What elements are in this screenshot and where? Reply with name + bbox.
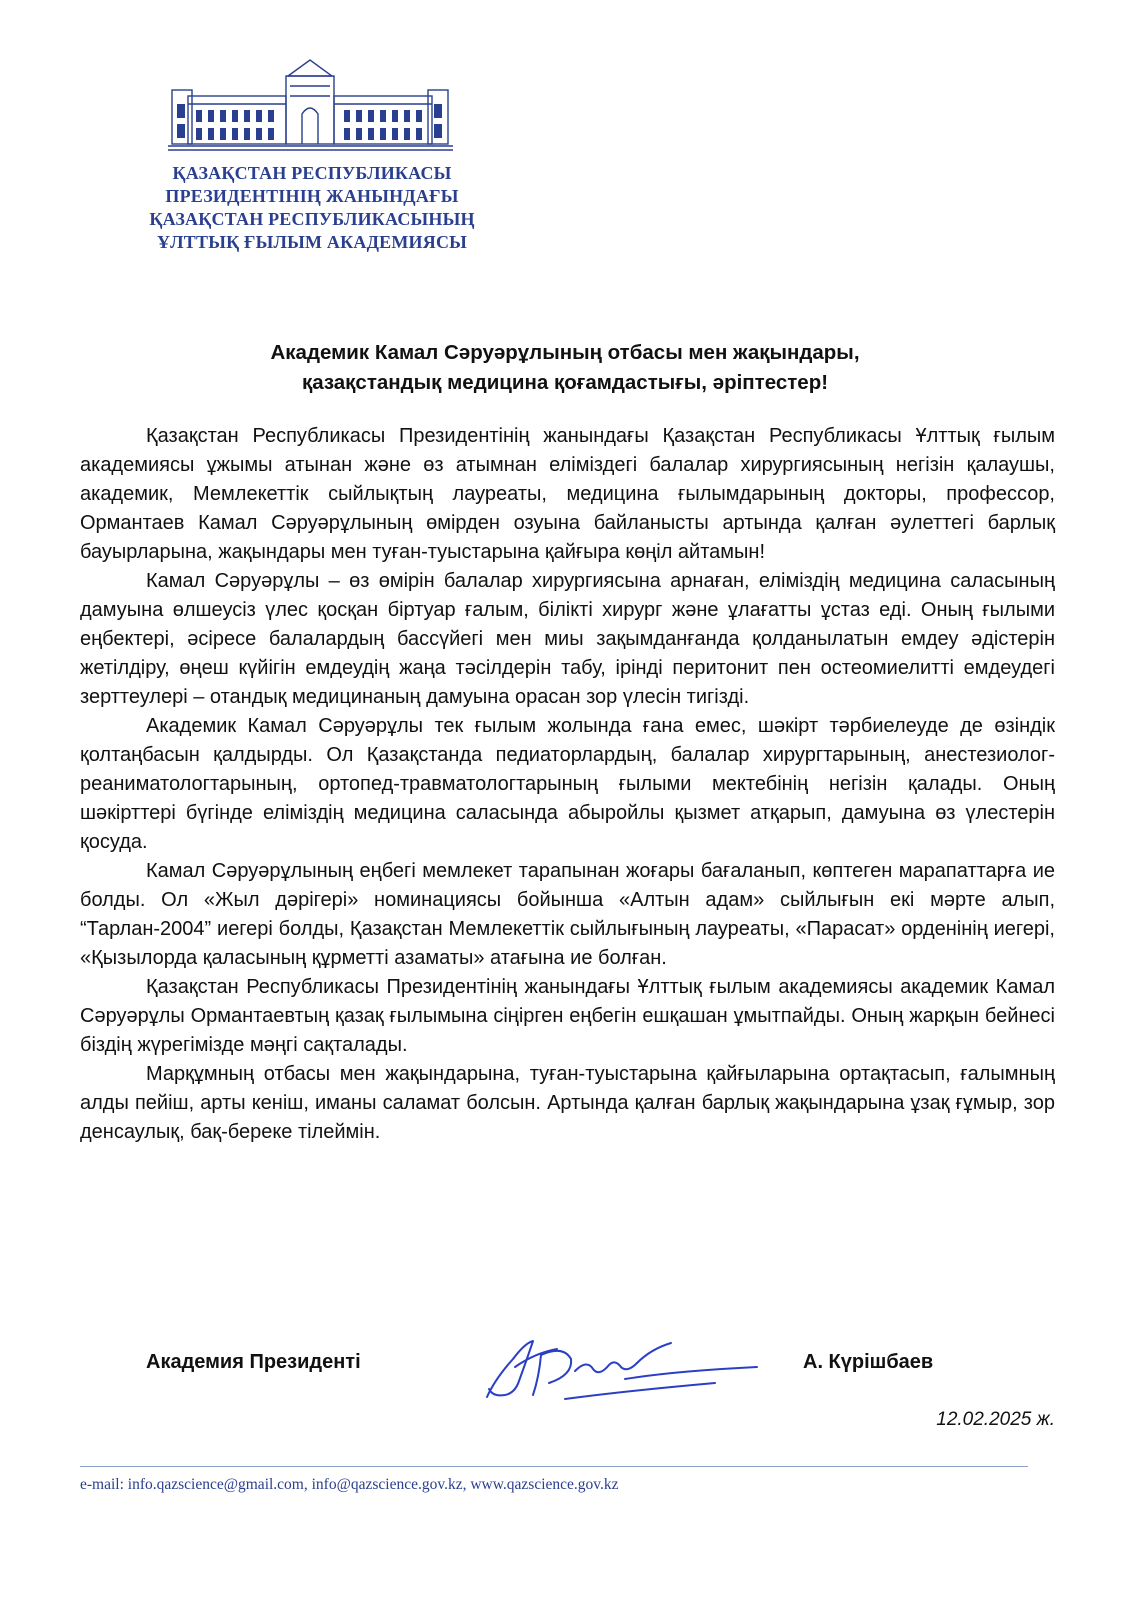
org-name-line: ҰЛТТЫҚ ҒЫЛЫМ АКАДЕМИЯСЫ <box>156 232 468 252</box>
salutation-line: Академик Камал Сәруәрұлының отбасы мен жақындары, <box>270 341 860 364</box>
body-paragraph: Академик Камал Сәруәрұлы тек ғылым жолында ғана емес, шәкірт тәрбиелеуде де өзіндік қолтаңбасын қалдырды. Ол Қазақстанда педиаторлардың, балалар хирургтарының, анестезиолог-реаниматологтарының, ортопед-травматологтарының ғылыми мектебінің негізін қалады. Оның шәкірттері бүгінде еліміздің медицина саласында абыройлы қызмет атқарып, дамуына өз үлестерін қосуда. <box>80 715 1055 853</box>
signature-block <box>80 1315 1055 1435</box>
salutation-line: қазақстандық медицина қоғамдастығы, әріптестер! <box>301 371 829 394</box>
body-paragraph: Камал Сәруәрұлы – өз өмірін балалар хирургиясына арнаған, еліміздің медицина саласының дамуына өлшеусіз үлес қосқан біртуар ғалым, білікті хирург және ұлағатты ұстаз еді. Оның ғылыми еңбектері, әсіресе балалардың бассүйегі мен миы зақымданғанда қолданылатын емдеу әдістерін жетілдіру, өңеш күйігін емдеудің жаңа тәсілдерін табу, ірінді перитонит пен остеомиелитті емдеудегі зерттеулері – отандық медицинаның дамуына орасан зор үлесін тигізді. <box>80 570 1055 708</box>
org-name-line: ПРЕЗИДЕНТІНІҢ ЖАНЫНДАҒЫ <box>165 186 459 206</box>
body-paragraph: Қазақстан Республикасы Президентінің жанындағы Қазақстан Республикасы Ұлттық ғылым академиясы ұжымы атынан және өз атымнан еліміздегі балалар хирургиясының негізін қалаушы, академик, Мемлекеттік сыйлықтың лауреаты, медицина ғылымдарының докторы, профессор, Ормантаев Камал Сәруәрұлының өмірден озуына байланысты артында қалған әулеттегі барлық бауырларына, жақындары мен туған-туыстарына қайғыра көңіл айтамын! <box>80 425 1055 563</box>
salutation-heading <box>80 338 1050 398</box>
org-name-line: ҚАЗАҚСТАН РЕСПУБЛИКАСЫ <box>172 163 452 183</box>
org-name-line: ҚАЗАҚСТАН РЕСПУБЛИКАСЫНЫҢ <box>149 209 475 229</box>
footer-contacts: e-mail: info.qazscience@gmail.com, info@qazscience.gov.kz, www.qazscience.gov.kz <box>80 1476 619 1493</box>
signatory-title: Академия Президенті <box>146 1351 361 1373</box>
letterhead <box>60 44 580 274</box>
handwritten-signature <box>475 1319 765 1411</box>
organization-name <box>60 162 564 254</box>
body-paragraph: Марқұмның отбасы мен жақындарына, туған-туыстарына қайғыларына ортақтасып, ғалымның алды пейіш, арты кеніш, иманы саламат болсын. Артында қалған барлық жақындарына ұзақ ғұмыр, зор денсаулық, бақ-береке тілеймін. <box>80 1063 1055 1143</box>
footer-divider <box>80 1466 1028 1467</box>
signatory-name: А. Күрішбаев <box>803 1351 934 1373</box>
letter-body <box>80 422 1055 1147</box>
body-paragraph: Қазақстан Республикасы Президентінің жанындағы Ұлттық ғылым академиясы академик Камал Сәруәрұлы Ормантаевтың қазақ ғылымына сіңірген еңбегін ешқашан ұмытпайды. Оның жарқын бейнесі біздің жүрегімізде мәңгі сақталады. <box>80 976 1055 1056</box>
letter-date: 12.02.2025 ж. <box>936 1409 1055 1430</box>
body-paragraph: Камал Сәруәрұлының еңбегі мемлекет тарапынан жоғары бағаланып, көптеген марапаттарға ие болды. Ол «Жыл дәрігері» номинациясы бойынша «Алтын адам» сыйлығын екі мәрте алып, “Тарлан-2004” иегері болды, Қазақстан Мемлекеттік сыйлығының лауреаты, «Парасат» орденінің иегері, «Қызылорда қаласының құрметті азаматы» атағына ие болған. <box>80 860 1055 969</box>
